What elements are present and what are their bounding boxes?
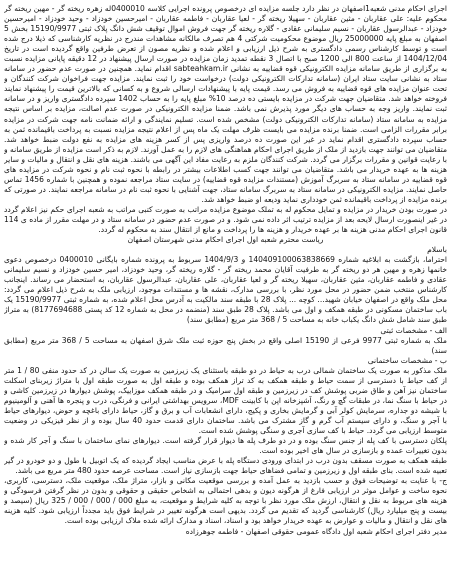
intro-paragraph-2: در صورت بودن خریدار در مزایده و تمایل محکوم له به تملک موضوع مزایده مراتب به صورت کتبی مراتب به شعبه اجرای حکم نیز اعلام گردد در غیر اینصورت ارسال لایحه بعد از مزایده ترتیب اثر داده نمی شود. و در صورت عدم حضور در سامانه ستاد و در مهلت مقرر از ماده ی 114 قانون اجرای احکام مدنی هزینه ها بر عهده خریدار و هزینه ها را پرداخت و مانع از انتقال سند به محکوم له گردد. xyxy=(4,204,447,235)
building-details-paragraph-2: پلکان دسترسی با کف پله از جنس سنگ بوده و در دو طرف پله ها دیوار قرار گرفته است. دیوارهای نمای ساختمان با سنگ و آجر کار شده و بدون تغییرات عمده و بازسازی در سال های اخیر بوده است. xyxy=(4,436,447,456)
valuation-paragraph: ج- با عنایت به توضیحات فوق و حسب بازدید به عمل آمده و بررسی موقعیت مکانی و بازار، متراژ ملک، موقعیت ملک، دسترسی، کاربری، نحوه ساخت و عوامل موثر در ارزیابی فارغ از هرگونه دیون و بدهی احتمالی به اشخاص حقیقی و حقوقی و بدون در نظر گرفتن فرسودگی و هزینه های مربوط به نقل و انتقال، ارزش ملک مورد نظر با توجه به کلیه شرایط و موقعیت، به مبلغ 000 / 000 / 000 / 325 ریال (سیصد و بیست و پنج میلیارد ریال) کارشناسی گردید که تقدیم می گردد. بدیهی است هرگونه تغییر در شرایط فوق باید مجدداً ارزیابی شود. کلیه هزینه های نقل و انتقال و مالیات و عوارض به عهده خریدار خواهد بود و اسناد، اسناد و مدارک ارائه شده ملاک ارزیابی بوده است. xyxy=(4,476,447,526)
building-details-paragraph: ملک مذکور به صورت یک ساختمان شمالی درب به حیاط در دو طبقه باستثنای یک زیرزمین به صورت یک سالن در کد حدود منفی 80 / 1 متر از کف حیاط با دسترسی از سمت حیاط و طبقه همکف به کد تراز همکف بوده و طبقه اول به صورت طبقه اول با متراژ زیربنای اسکلت ساختمان نیز آهن و طاق ضربی پوشش کف در زیرزمین و طبقه اول سرامیک و در طبقه همکف موزاییک، پوشش دیوارها در زیرزمین کاشی و در حیاط با سنگ نما، در طبقات گچ و رنگ، آشپزخانه اپن با کابینت MDF، سرویس بهداشتی ایرانی و فرنگی، درب و پنجره ها آهنی و آلومینیوم با شیشه دو جداره، سرمایش کولر آبی و گرمایش بخاری و پکیج، دارای انشعابات آب و برق و گاز، حیاط دارای باغچه و حوض، دیوارهای حیاط با آجر و سنگ، و دارای سیستم آب گرم و گاز مشترک می باشد. ساختمان دارای قدمت حدود 40 سال بوده و از نظر فیزیکی در وضعیت متوسط ارزیابی می گردد. حیاط با کف سازی آجری و سنگی پوشش شده است. xyxy=(4,365,447,435)
auction-notice-document xyxy=(4,4,447,572)
addressee-line: ریاست محترم شعبه اول اجرای احکام مدنی شهرستان اصفهان xyxy=(127,235,324,245)
intro-paragraph: اجرای احکام مدنی شعبه1اصفهان در نظر دارد جلسه مزایده ای درخصوص پرونده اجرایی کلاسه 0400010له زهره ریخته گر - مهین ریخته گر محکوم علیه: علی عقاربان - مثین عقاربان - سهیلا ریخته گر - لعیا عقاربان - فاطمه عقاربان - امیرحسین خودزاد - وحید خودزاد - امیرحسین خودزاد - عبدالرسول عقاربان - نسیم سلیمانی عقادی - گلاره ریخته گر جهت فروش اموال توقیف شش دانگ پلاک ثبتی 15190/9977 بخش 5 اصفهان به مبلغ پایه 25000000 ریال موضوع محکومیت شرکتی 4 هم تصرف مالکانه مشاهدات مندرج در نظریه کارشناسی که ذیلا درج شده است و توسط کارشناس رسمی دادگستری به شرح ذیل ارزیابی و اعلام شده و نظریه مصون از تعرض طرفین واقع گردیده است در تاریخ 1404/12/04 از ساعت 800 الی 1200 صبح با اتصال 3 نقطه تمدید زمان مزایده در صورت ارسال پیشنهاد در 12 دقیقه پایانی مزایده نسبت به برگزاری از طریق سامانه مزایده الکترونیکی قوه قضاییه به نشانی sabteahkam.ir اقدام نماید. همچنین در صورت عدم حضور در سامانه ستاد به نشانی سایت ستاد ایران (سامانه تدارکات الکترونیکی دولت) درخواست خود را ثبت نمایند. مزایده جهت فراخوان شرکت کنندگان و تحت عنوان مزایده های قوه قضاییه به فروش می رسد. قیمت پایه با پیشنهادات ارسالی شروع و به کسانی که بالاترین قیمت را پیشنهاد نمایند فروخته خواهد شد. متقاضیان جهت شرکت در مزایده بایستی ده درصد 10% مبلغ پایه را به حساب 1402 سپرده دادگستری واریز و در سامانه ثبت نمایند. واریز وجه به حساب های دیگر مورد پذیرش نمی باشد. ضمنا مزایده الکترونیکی در صورت عدم اصالت، مزایده بر اساس نتیجه مزایده به سامانه ستاد (سامانه تدارکات الکترونیکی دولت) مشخص شده است. تسلیم نمایندگی و ارائه ضمانت نامه جهت شرکت در مزایده برابر مقررات الزامی است. ضمنا برنده مزایده می بایست ظرف مهلت یک ماه پس از اعلام نتیجه مزایده نسبت به پرداخت باقیمانده ثمن به حساب سپرده دادگستری اقدام نماید در غیر این صورت ده درصد واریزی پس از کسر هزینه های مزایده به نفع دولت ضبط خواهد شد. متقاضیان می توانند جهت بازدید از ملک از طریق اجرای احکام هماهنگی های لازم را به عمل آورند. لازم به ذکر است مزایده از طریق سامانه و با رعایت قوانین و مقررات برگزار می گردد. شرکت کنندگان ملزم به رعایت مفاد این آگهی می باشند. هزینه های نقل و انتقال و مالیات و سایر هزینه ها به عهده خریدار می باشد. متقاضیان می توانند جهت کسب اطلاعات بیشتر در رابطه با نحوه ثبت نام و نحوه شرکت در مزایده های قوه قضاییه در سامانه ستاد به سربرگ آموزش (مستندات مزایده قوه قضاییه) در سایت ستاد مراجعه نموده و همچنین با شماره 1456 تماس حاصل نمایند. مزایده الکترونیکی در سامانه ستاد به سربرگ سامانه ستاد، جهت آشنایی با نحوه ثبت نام در سامانه مراجعه نمایند. در صورتی که برنده مزایده از پرداخت باقیمانده ثمن خودداری نماید ودیعه او ضبط خواهد شد. xyxy=(4,4,447,204)
building-details-paragraph-3: طبقه همکف به صورت مسقف بدون درب در ابتدای ورودی دستگاه پله با عرض مناسب ایجاد گردیده که یک اتوبیل با طول و دو خودرو در گیر تعبیه شده است. بنای طبقه اول و زیرزمین و تمامی فضاهای حیاط جهت بازسازی نیاز است. مساحت عرصه حدود 480 متر مربع می باشد. xyxy=(4,456,447,476)
section-registry-heading: الف - مشخصات ثبتی xyxy=(380,325,447,335)
registry-details-paragraph: ملک به شماره ثبتی 9977 فرعی از 15190 اصلی واقع در بخش پنج حوزه ثبت ملک شرق اصفهان به مساحت 5 / 368 متر مربع (مطابق سند) xyxy=(4,335,447,355)
expert-report-paragraph: احتراما، بازگشت به ابلاغیه شماره 140409100063838669 و 1404/9/3 سربوط به پرونده شماره بایگانی 0400010 درخصوص دعوی خانمها زهره و مهین هر دو ریخته گر به طرفیت آقایان محمد ریخته گر - گلاره ریخته گر، وحید خودزاد، امیر حسین خودزاد و نسیم سلیمانی عقادی و فاطمه عقاربان، مثین عقاربان، سهیلا ریخته گر و لعیا عقاربان، علی عقاربان، عبدالرسول عقاربان، به استحضار می رساند. اینجانب کارشناس منتخب ضمن حضور در محل مورد نظر، با بررسی مدارک، نقشه ها و مستندات موجود، ارزیابی ملک به شرح ذیل اعلام می گردد: محل ملک واقع در اصفهان خیابان شهید... کوچه ... پلاک 28 با طبقه سند مالکیت به آدرس محل اعلام شده، به شماره ثبتی 15190/9977 یک باب ساختمان مسکونی در طبقه همکف و اول می باشد. پلاک 28 طبق سند (منضمه در محل به شماره 12 کد پستی 8177694688) به متراژ طبق سند شامل شش دانگ یکباب خانه به مساحت 5 / 368 متر مربع (مطابق سند) xyxy=(4,255,447,325)
signature-line: مدیر دفتر اجرای احکام شعبه اول دادگاه عمومی حقوقی اصفهان - فاطمه جوهرزاده xyxy=(185,527,447,537)
salutation: باسلام xyxy=(427,245,447,255)
section-building-heading: ب - مشخصات ساختمانی xyxy=(367,355,447,365)
